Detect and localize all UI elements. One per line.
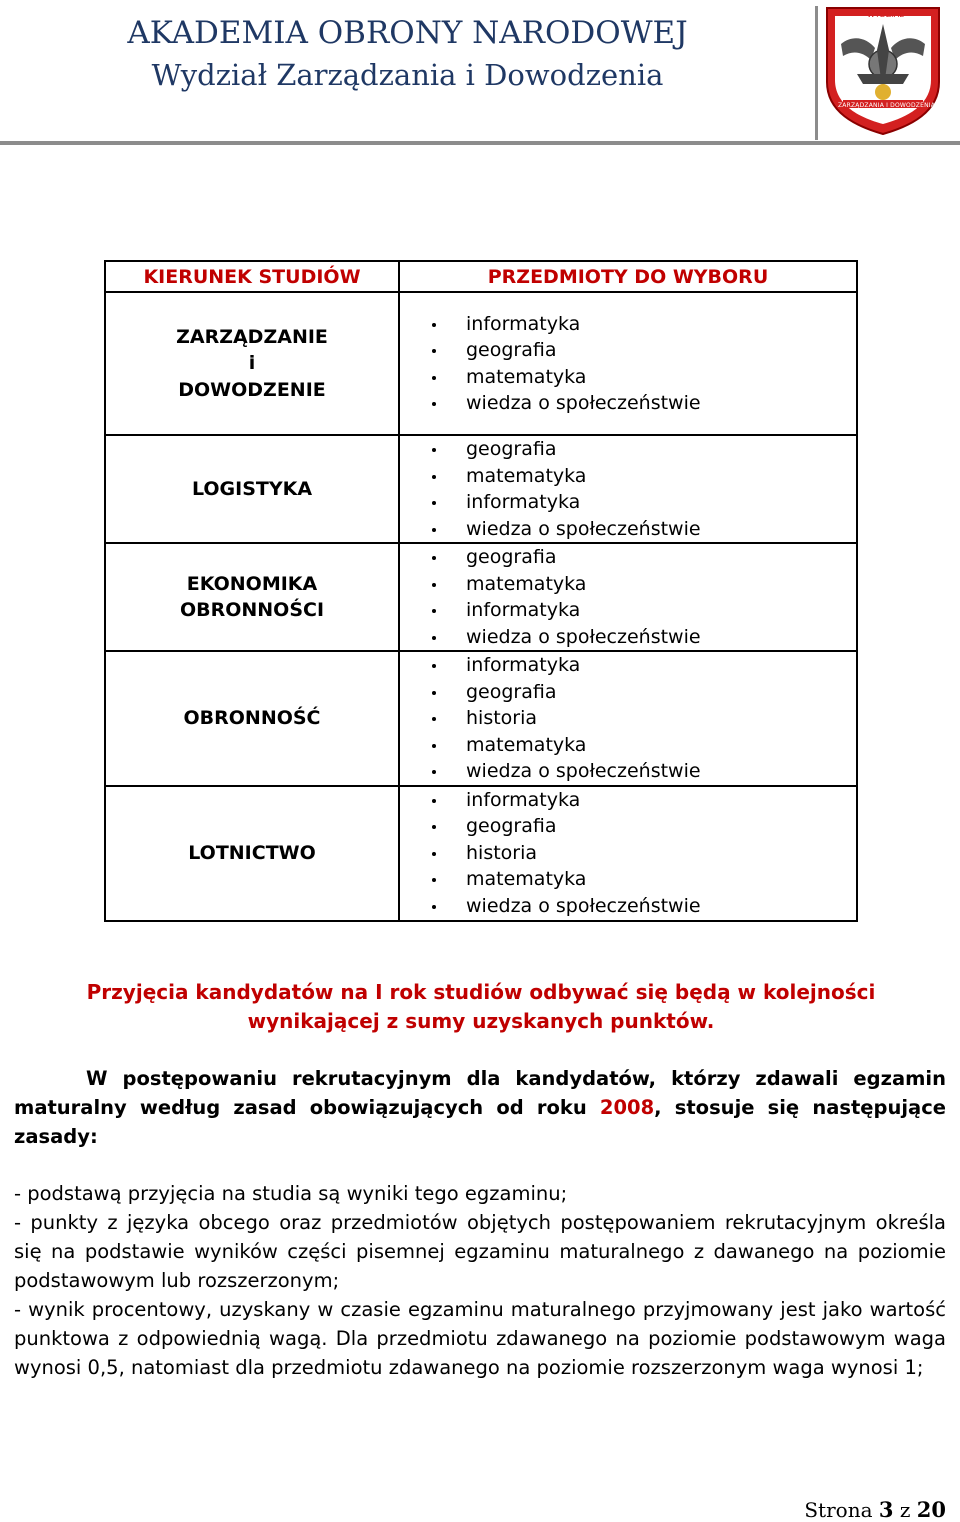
notice-line: Przyjęcia kandydatów na I rok studiów odbywać się będą w kolejności xyxy=(86,980,876,1004)
subject-item: geografia xyxy=(432,813,856,840)
footer-label: Strona xyxy=(804,1498,873,1522)
table-row xyxy=(105,543,857,651)
subjects-table xyxy=(104,260,858,922)
table-row xyxy=(105,786,857,921)
table-row xyxy=(105,651,857,786)
course-line: EKONOMIKA xyxy=(186,572,318,595)
year-highlight: 2008 xyxy=(599,1096,655,1119)
faculty-logo-icon xyxy=(823,4,943,136)
subject-item: informatyka xyxy=(432,311,856,338)
subject-item: geografia xyxy=(432,436,856,463)
logo-text-bottom: ZARZĄDZANIA I DOWODZENIA xyxy=(838,102,936,109)
subject-item: wiedza o społeczeństwie xyxy=(432,624,856,651)
table-header-row xyxy=(105,261,857,292)
course-name xyxy=(105,651,399,786)
subject-item: historia xyxy=(432,705,856,732)
rule-item: - punkty z języka obcego oraz przedmiotów objętych postępowaniem rekrutacyjnym określa się na podstawie wyników części pisemnej egzaminu maturalnego z dawanego na poziomie podstawowym lub rozszerzonym; xyxy=(14,1211,946,1292)
subject-list-cell xyxy=(399,435,857,543)
course-line: LOTNICTWO xyxy=(188,841,316,864)
course-name xyxy=(105,292,399,435)
admission-order-notice xyxy=(14,978,948,1036)
subject-list-cell xyxy=(399,292,857,435)
subject-item: matematyka xyxy=(432,571,856,598)
header-divider-vertical xyxy=(815,6,818,140)
subject-item: geografia xyxy=(432,679,856,706)
course-line: DOWODZENIE xyxy=(178,378,326,401)
rules-intro-paragraph xyxy=(14,1064,946,1151)
course-line: LOGISTYKA xyxy=(191,477,313,500)
total-pages: 20 xyxy=(916,1497,946,1522)
course-line: ZARZĄDZANIE xyxy=(176,325,328,348)
subject-item: wiedza o społeczeństwie xyxy=(432,758,856,785)
subject-item: matematyka xyxy=(432,364,856,391)
column-header-subjects: PRZEDMIOTY DO WYBORU xyxy=(399,261,857,292)
subject-item: wiedza o społeczeństwie xyxy=(432,390,856,417)
course-line: OBRONNOŚĆ xyxy=(183,707,321,729)
course-line: OBRONNOŚCI xyxy=(179,599,325,621)
subject-item: informatyka xyxy=(432,489,856,516)
subject-item: informatyka xyxy=(432,597,856,624)
column-header-course: KIERUNEK STUDIÓW xyxy=(105,261,399,292)
table-row xyxy=(105,435,857,543)
subject-list-cell xyxy=(399,651,857,786)
current-page: 3 xyxy=(878,1497,894,1522)
course-name xyxy=(105,435,399,543)
faculty-name: Wydział Zarządzania i Dowodzenia xyxy=(151,58,664,92)
header-title xyxy=(0,12,815,96)
subject-item: wiedza o społeczeństwie xyxy=(432,893,856,920)
table-row xyxy=(105,292,857,435)
rules-intro-text: W postępowaniu rekrutacyjnym dla kandydatów, którzy zdawali egzamin maturalny według zasad obowiązujących od roku xyxy=(14,1067,946,1119)
course-line: i xyxy=(248,352,256,375)
subject-item: geografia xyxy=(432,337,856,364)
rule-item: - wynik procentowy, uzyskany w czasie egzaminu maturalnego przyjmowany jest jako wartość punktowa z odpowiednią wagą. Dla przedmiotu zdawanego na poziomie podstawowym waga wynosi 0,5, natomiast dla przedmiotu zdawanego na poziomie rozszerzonym waga wynosi 1; xyxy=(14,1298,946,1379)
subject-list-cell xyxy=(399,786,857,921)
rules-list xyxy=(14,1179,946,1382)
subject-item: geografia xyxy=(432,544,856,571)
course-name xyxy=(105,543,399,651)
header-divider-horizontal xyxy=(0,141,960,145)
rule-item: - podstawą przyjęcia na studia są wyniki tego egzaminu; xyxy=(14,1182,568,1205)
page-header xyxy=(0,0,960,146)
subject-item: matematyka xyxy=(432,463,856,490)
footer-of: z xyxy=(899,1498,911,1522)
logo-text-top: WYDZIAŁ xyxy=(867,10,904,19)
subject-list-cell xyxy=(399,543,857,651)
subject-item: informatyka xyxy=(432,787,856,814)
course-name xyxy=(105,786,399,921)
subject-item: matematyka xyxy=(432,866,856,893)
notice-line: wynikającej z sumy uzyskanych punktów. xyxy=(247,1009,715,1033)
subject-item: informatyka xyxy=(432,652,856,679)
subject-item: wiedza o społeczeństwie xyxy=(432,516,856,543)
subject-item: matematyka xyxy=(432,732,856,759)
subject-item: historia xyxy=(432,840,856,867)
rules-intro-text: , stosuje się następujące zasady: xyxy=(14,1096,946,1148)
page-number-footer xyxy=(804,1497,946,1522)
academy-name: AKADEMIA OBRONY NARODOWEJ xyxy=(127,15,688,51)
